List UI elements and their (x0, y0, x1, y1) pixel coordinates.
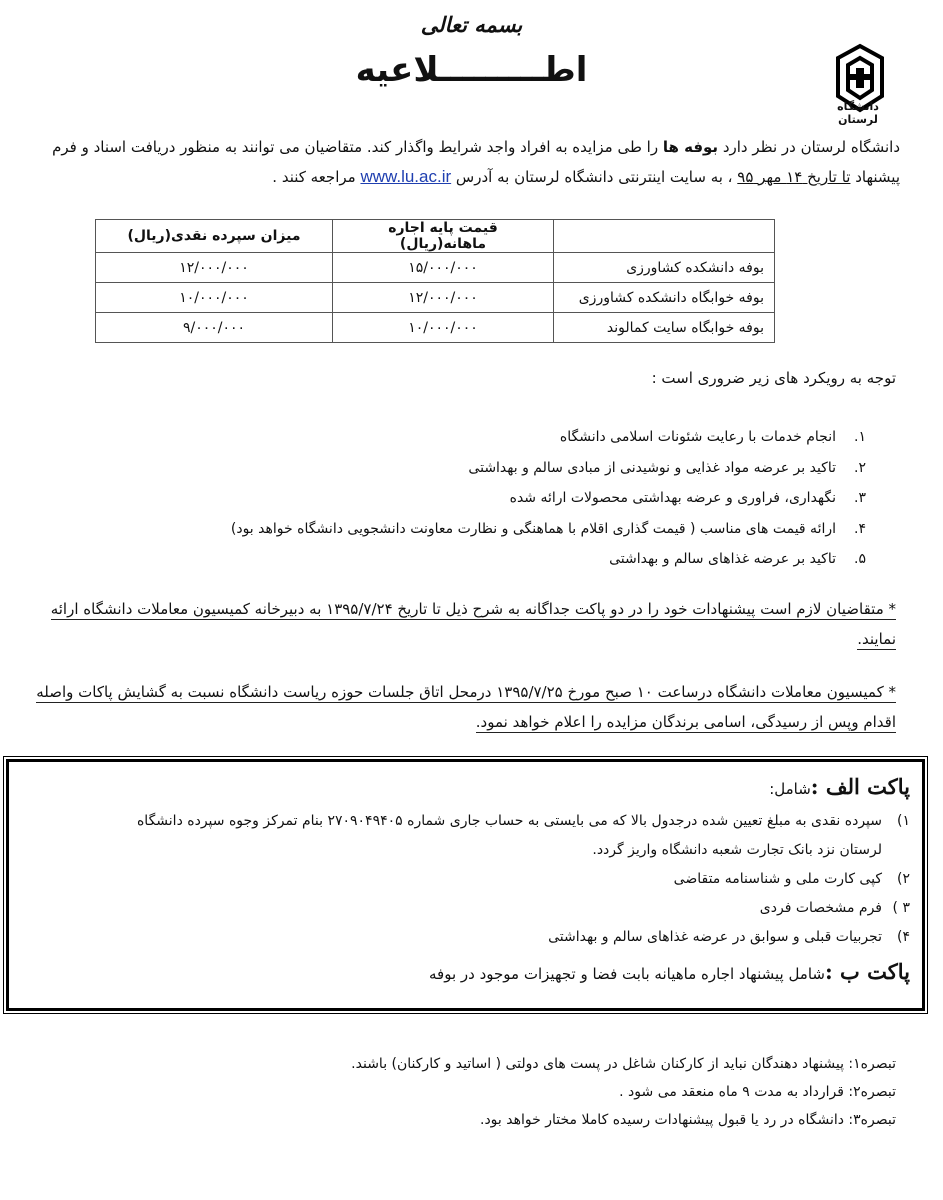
packet-a-list (21, 807, 910, 952)
table-row (96, 283, 775, 313)
table-cell: ۱۵/۰۰۰/۰۰۰ (333, 253, 554, 283)
intro-text-3: ، به سایت اینترنتی دانشگاه لرستان به آدرس (451, 168, 738, 186)
list-item (18, 453, 866, 484)
table-cell: بوفه دانشکده کشاورزی (554, 253, 775, 283)
footnote-2: تبصره۲: قرارداد به مدت ۹ ماه منعقد می شود . (619, 1084, 896, 1100)
list-text: تاکید بر عرضه غذاهای سالم و بهداشتی (609, 551, 836, 567)
table-cell: بوفه خوابگاه دانشکده کشاورزی (554, 283, 775, 313)
list-item (18, 514, 866, 545)
footnote-1: تبصره۱: پیشنهاد دهندگان نباید از کارکنان شاغل در پست های دولتی ( اساتید و کارکنان) باشند. (351, 1056, 896, 1072)
list-item (18, 544, 866, 575)
intro-text-2: را طی مزایده به افراد واجد شرایط واگذار کند. متقاضیان می توانند به منظور دریافت اسناد و فرم پیشنهاد (52, 138, 900, 186)
table-row (96, 313, 775, 343)
intro-text-4: مراجعه کنند . (272, 168, 361, 186)
list-item (21, 836, 910, 865)
list-text: سپرده نقدی به مبلغ تعیین شده درجدول بالا که می بایستی به حساب جاری شماره ۲۷۰۹۰۴۹۴۰۵ بنام تمرکز وجوه سپرده دانشگاه (136, 813, 882, 829)
list-number: ۵. (854, 551, 866, 567)
bismillah-heading: بسمه تعالی (420, 12, 523, 37)
list-number: ۳ ) (892, 900, 910, 916)
opening-notice (18, 677, 896, 737)
intro-bold: بوفه ها (662, 138, 719, 156)
list-item (21, 923, 910, 952)
list-number: ۲. (854, 459, 866, 476)
list-number: ۲) (897, 871, 910, 887)
list-text: تاکید بر عرضه مواد غذایی و نوشیدنی از مبادی سالم و بهداشتی (468, 459, 836, 476)
rules-list (18, 422, 866, 575)
table-cell: ۱۲/۰۰۰/۰۰۰ (96, 253, 333, 283)
list-text: فرم مشخصات فردی (759, 900, 882, 916)
table-header-cell: قیمت پایه اجاره ماهانه(ریال) (333, 220, 554, 253)
footnote-3: تبصره۳: دانشگاه در رد یا قبول پیشنهادات رسیده کاملا مختار خواهد بود. (480, 1112, 896, 1128)
footnotes (18, 1050, 896, 1134)
list-number: ۱) (897, 813, 910, 829)
list-number: ۴. (854, 520, 866, 537)
list-text: انجام خدمات با رعایت شئونات اسلامی دانشگاه (559, 429, 836, 445)
packet-b-heading (21, 954, 910, 993)
list-text: ارائه قیمت های مناسب ( قیمت گذاری اقلام با هماهنگی و نظارت معاونت دانشجویی دانشگاه خواهد بود) (230, 520, 836, 537)
list-item (21, 807, 910, 836)
list-item (21, 894, 910, 923)
intro-paragraph (18, 133, 900, 192)
list-item (21, 865, 910, 894)
opening-notice-line1: * کمیسیون معاملات دانشگاه درساعت ۱۰ صبح مورخ ۱۳۹۵/۷/۲۵ درمحل اتاق جلسات حوزه ریاست دانشگاه نسبت به گشایش پاکات واصله (36, 683, 896, 701)
submission-notice-line1: * متقاضیان لازم است پیشنهادات خود را در دو پاکت جداگانه به شرح ذیل تا تاریخ ۱۳۹۵/۷/۲۴ به دبیرخانه کمیسیون معاملات دانشگاه ارائه (50, 600, 896, 618)
deadline-date: تا تاریخ ۱۴ مهر ۹۵ (737, 168, 851, 186)
intro-text-1: دانشگاه لرستان در نظر دارد (718, 138, 900, 156)
table-cell: بوفه خوابگاه سایت کمالوند (554, 313, 775, 343)
table-header-cell (554, 220, 775, 253)
packet-a-title: پاکت الف : (810, 774, 910, 799)
list-text: کپی کارت ملی و شناسنامه متقاضی (673, 871, 882, 887)
packet-b-title: پاکت ب : (824, 959, 910, 984)
packets-content (21, 770, 910, 993)
page-title: اطـــــــــلاعیه (355, 50, 588, 90)
submission-notice-line2: نمایند. (857, 630, 896, 648)
prices-table (95, 219, 775, 343)
packet-a-heading (21, 770, 910, 807)
list-text: نگهداری، فراوری و عرضه بهداشتی محصولات ارائه شده (509, 490, 836, 506)
notes-heading: توجه به رویکرد های زیر ضروری است : (651, 369, 896, 387)
university-website-link[interactable]: www.lu.ac.ir (360, 167, 452, 186)
packet-b-text: شامل پیشنهاد اجاره ماهیانه بابت فضا و تجهیزات موجود در بوفه (429, 965, 825, 983)
packet-a-suffix: شامل: (769, 780, 811, 798)
table-header-row (96, 220, 775, 253)
submission-notice (18, 594, 896, 654)
table-cell: ۹/۰۰۰/۰۰۰ (96, 313, 333, 343)
packets-box (3, 756, 928, 1014)
list-text: تجربیات قبلی و سوابق در عرضه غذاهای سالم و بهداشتی (548, 929, 882, 945)
opening-notice-line2: اقدام وپس از رسیدگی، اسامی برندگان مزایده را اعلام خواهد نمود. (475, 713, 896, 731)
list-number: ۱. (854, 429, 866, 445)
table-row (96, 253, 775, 283)
logo-caption: دانشگاه لرستان (837, 100, 879, 126)
table-header-cell: میزان سپرده نقدی(ریال) (96, 220, 333, 253)
list-item (18, 422, 866, 453)
list-number: ۴) (897, 929, 910, 945)
list-text: لرستان نزد بانک تجارت شعبه دانشگاه واریز گردد. (592, 842, 882, 858)
table-cell: ۱۲/۰۰۰/۰۰۰ (333, 283, 554, 313)
list-item (18, 483, 866, 514)
table-cell: ۱۰/۰۰۰/۰۰۰ (333, 313, 554, 343)
list-number: ۳. (854, 490, 866, 506)
table-cell: ۱۰/۰۰۰/۰۰۰ (96, 283, 333, 313)
